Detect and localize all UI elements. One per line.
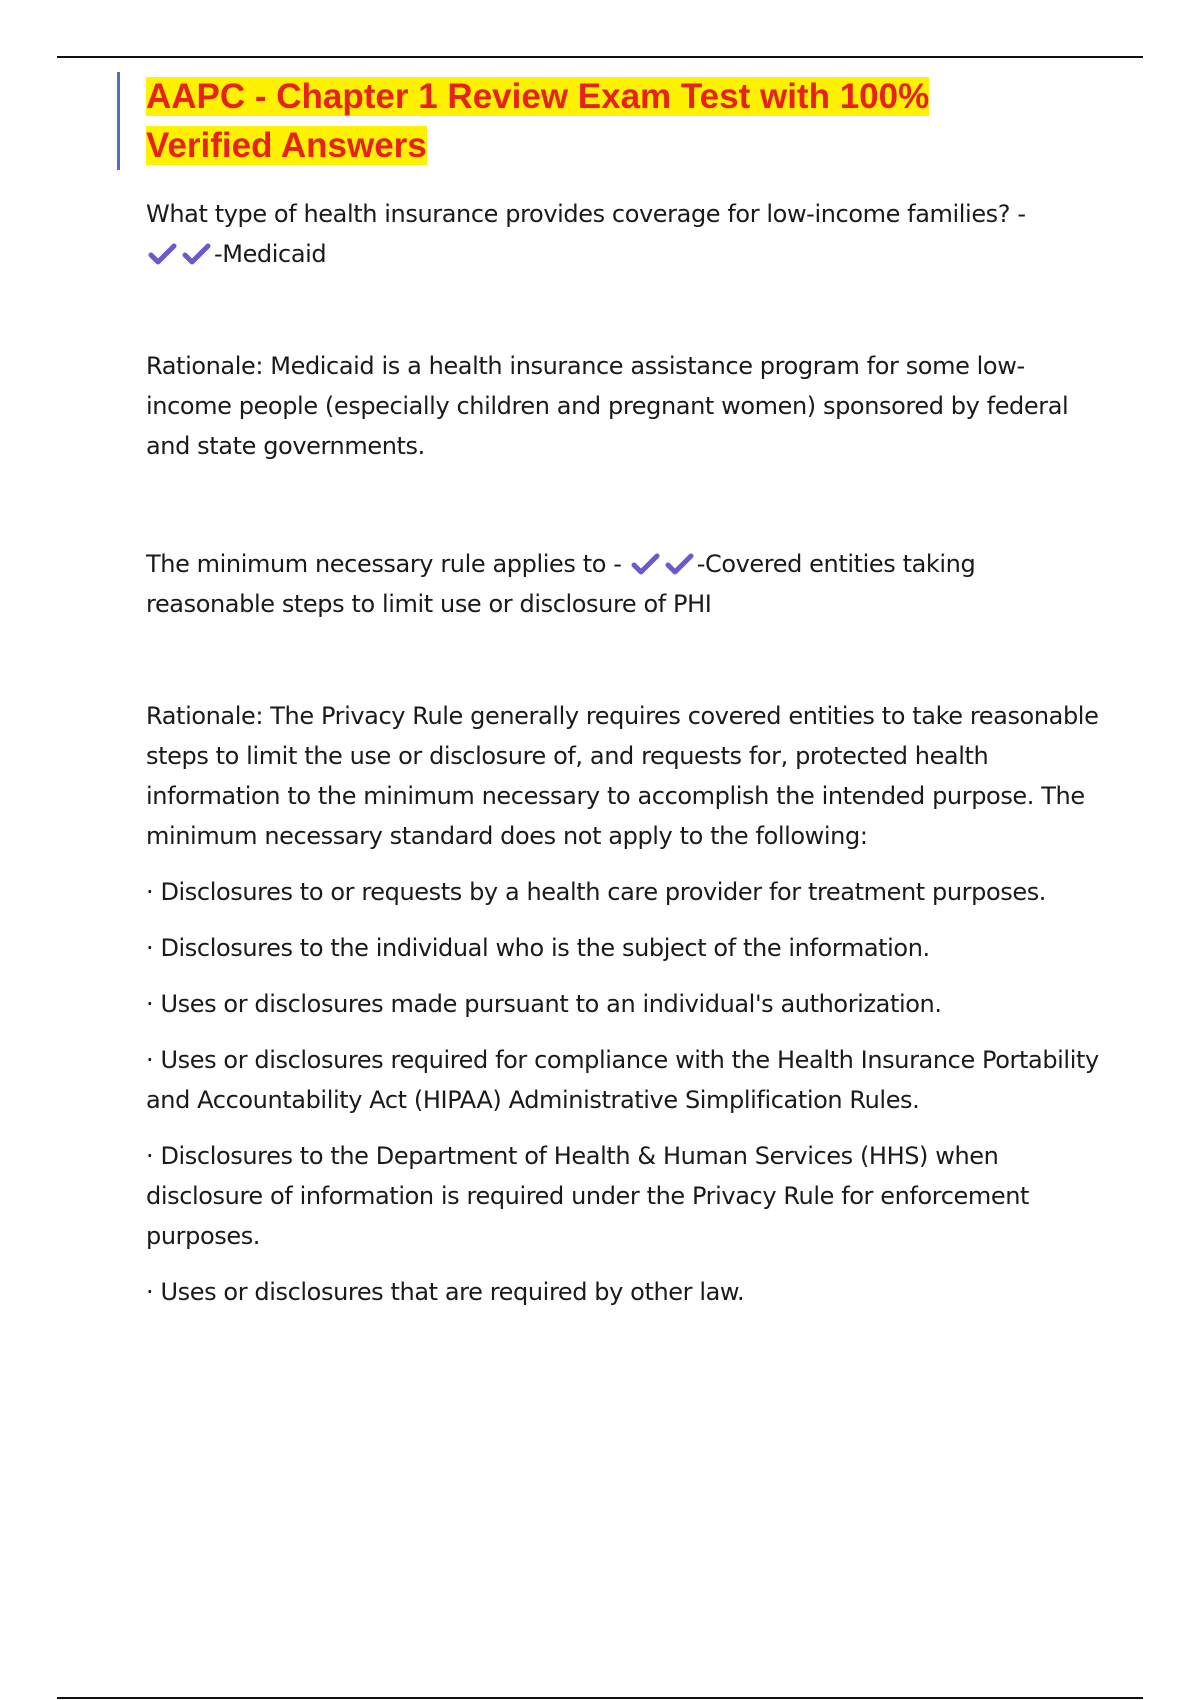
exception-item: · Uses or disclosures that are required by other law. [146, 1278, 745, 1306]
checkmark-icon [180, 241, 214, 267]
document-title-text: AAPC - Chapter 1 Review Exam Test with 100% Verified Answers [146, 77, 930, 165]
answer-2-text: -Covered entities taking reasonable steps to limit use or disclosure of PHI [146, 550, 976, 618]
exception-item: · Uses or disclosures made pursuant to an individual's authorization. [146, 990, 942, 1018]
checkmark-icon [663, 551, 697, 577]
exception-item: · Uses or disclosures required for compliance with the Health Insurance Portability and Accountability Act (HIPAA) Administrative Simplification Rules. [146, 1046, 1099, 1114]
question-1-text: What type of health insurance provides coverage for low-income families? - [146, 200, 1026, 228]
top-rule [57, 56, 1143, 58]
exception-item: · Disclosures to the individual who is the subject of the information. [146, 934, 930, 962]
answer-1-text: -Medicaid [214, 240, 327, 268]
exception-item: · Disclosures to or requests by a health care provider for treatment purposes. [146, 878, 1047, 906]
checkmark-icon [146, 241, 180, 267]
question-2 [146, 544, 1106, 624]
document-title [146, 72, 1046, 170]
document-body [146, 194, 1106, 1312]
checkmark-icon [629, 551, 663, 577]
rationale-1: Rationale: Medicaid is a health insurance assistance program for some low-income people (especially children and pregnant women) sponsored by federal and state governments. [146, 352, 1069, 460]
bottom-rule [57, 1697, 1143, 1699]
question-1 [146, 194, 1106, 274]
title-block [117, 72, 1046, 170]
question-2-text: The minimum necessary rule applies to - [146, 550, 622, 578]
rationale-2: Rationale: The Privacy Rule generally requires covered entities to take reasonable steps to limit the use or disclosure of, and requests for, protected health information to the minimum necessary to accomplish the intended purpose. The minimum necessary standard does not apply to the following: [146, 702, 1099, 850]
exception-item: · Disclosures to the Department of Health & Human Services (HHS) when disclosure of information is required under the Privacy Rule for enforcement purposes. [146, 1142, 1030, 1250]
